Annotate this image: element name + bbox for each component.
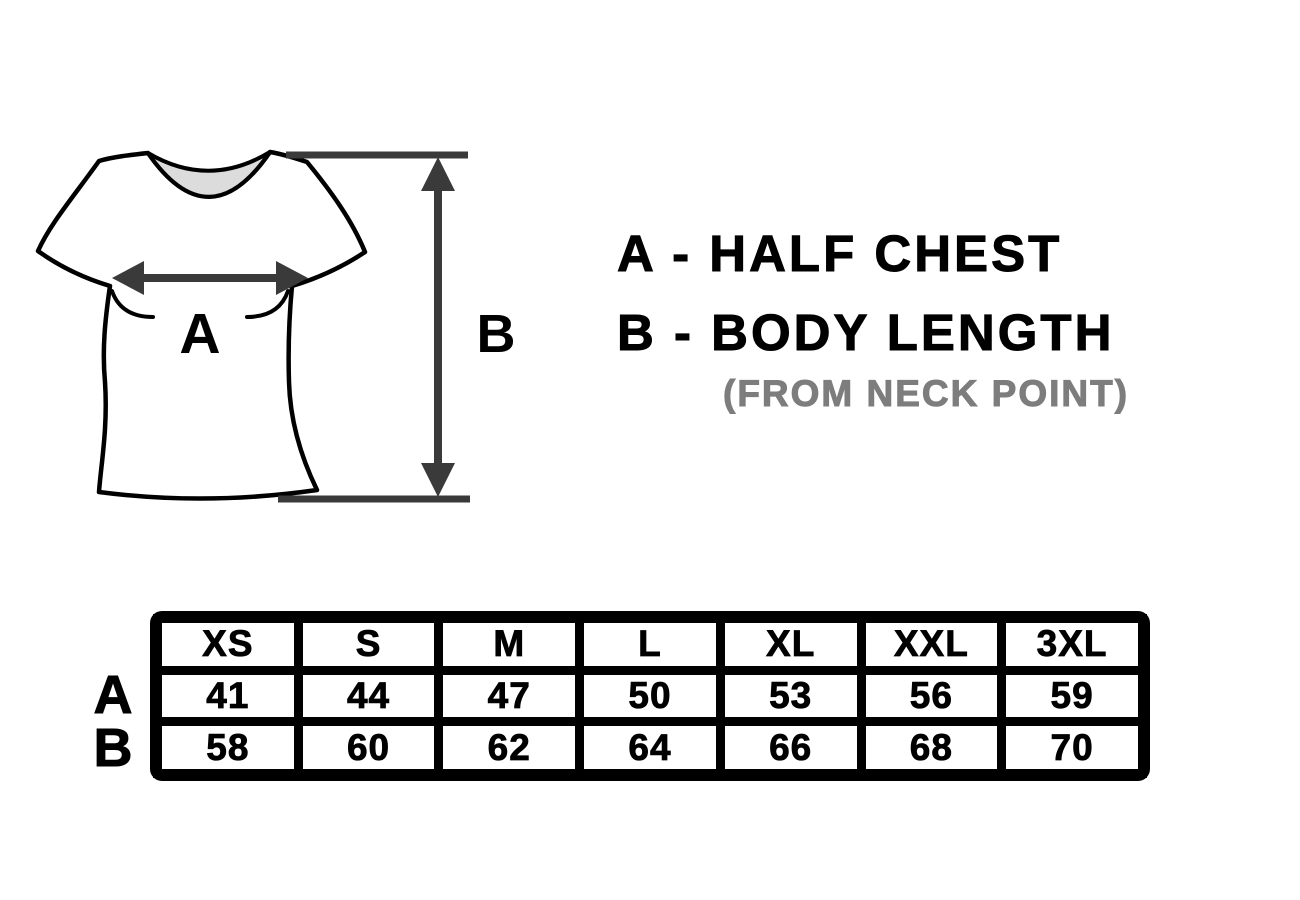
size-cell: 60 bbox=[303, 726, 435, 769]
size-col-header: XL bbox=[725, 623, 857, 666]
length-arrow-head-top bbox=[421, 157, 455, 191]
tshirt-measurement-diagram bbox=[0, 0, 560, 560]
size-col-header: S bbox=[303, 623, 435, 666]
measure-label-a: A bbox=[179, 302, 221, 366]
size-col-header: M bbox=[443, 623, 575, 666]
table-row-label-b: B bbox=[93, 718, 133, 778]
size-cell: 44 bbox=[303, 675, 435, 718]
size-cell: 53 bbox=[725, 675, 857, 718]
length-arrow-head-bottom bbox=[421, 463, 455, 497]
size-cell: 58 bbox=[162, 726, 294, 769]
size-cell: 59 bbox=[1006, 675, 1138, 718]
size-col-header: L bbox=[584, 623, 716, 666]
measure-label-b: B bbox=[476, 304, 516, 364]
size-col-header: XS bbox=[162, 623, 294, 666]
size-cell: 70 bbox=[1006, 726, 1138, 769]
legend-note-from-neck-point: (FROM NECK POINT) bbox=[723, 373, 1130, 414]
size-cell: 56 bbox=[866, 675, 998, 718]
size-table-row-b bbox=[162, 726, 1138, 769]
size-cell: 64 bbox=[584, 726, 716, 769]
size-cell: 62 bbox=[443, 726, 575, 769]
size-cell: 68 bbox=[866, 726, 998, 769]
size-col-header: XXL bbox=[866, 623, 998, 666]
size-cell: 50 bbox=[584, 675, 716, 718]
table-row-label-a: A bbox=[93, 665, 133, 725]
size-cell: 41 bbox=[162, 675, 294, 718]
size-table bbox=[153, 614, 1147, 778]
size-cell: 66 bbox=[725, 726, 857, 769]
size-table-row-a bbox=[162, 675, 1138, 718]
size-table-header-row bbox=[162, 623, 1138, 666]
legend-half-chest: A - HALF CHEST bbox=[617, 225, 1063, 282]
legend bbox=[617, 225, 1130, 414]
size-col-header: 3XL bbox=[1006, 623, 1138, 666]
legend-body-length: B - BODY LENGTH bbox=[617, 304, 1115, 361]
size-table-frame bbox=[150, 611, 1150, 781]
size-cell: 47 bbox=[443, 675, 575, 718]
